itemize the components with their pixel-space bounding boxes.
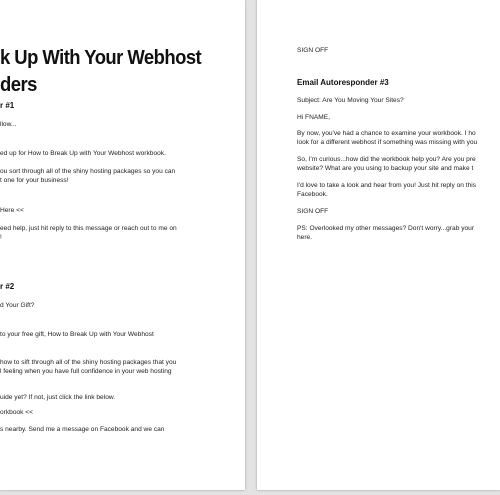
body-line: ! bbox=[0, 234, 2, 241]
subject-line: Subject: Are You Moving Your Sites? bbox=[297, 97, 404, 104]
sign-off-text: SIGN OFF bbox=[297, 47, 329, 54]
body-line: how to sift through all of the shiny hosting packages that you bbox=[0, 359, 177, 366]
section-heading-2: r #2 bbox=[0, 282, 15, 291]
greeting-line: Hi FNAME, bbox=[297, 114, 330, 121]
body-line: website? What are you using to backup your site and make t bbox=[297, 165, 474, 172]
body-line: Facebook. bbox=[297, 191, 328, 198]
body-line: llow... bbox=[0, 121, 17, 128]
body-line: to your free gift, How to Break Up with Your Webhost bbox=[0, 331, 154, 338]
body-line: s nearby. Send me a message on Facebook and we can bbox=[0, 426, 165, 433]
link-line: orkbook << bbox=[0, 409, 33, 416]
document-title-line-1: k Up With Your Webhost bbox=[0, 46, 202, 69]
body-line: eed help, just hit reply to this message or reach out to me on bbox=[0, 225, 177, 232]
sign-off-text: SIGN OFF bbox=[297, 208, 329, 215]
section-heading-3: Email Autoresponder #3 bbox=[297, 78, 389, 87]
body-line: ed up for How to Break Up with Your Webhost workbook. bbox=[0, 150, 166, 157]
body-line: here. bbox=[297, 234, 313, 241]
link-line: Here << bbox=[0, 207, 24, 214]
body-line: I'd love to take a look and hear from you! Just hit reply on this bbox=[297, 182, 477, 189]
section-heading-1: r #1 bbox=[0, 101, 15, 110]
body-line: ou sort through all of the shiny hosting packages so you can bbox=[0, 168, 176, 175]
body-line: uide yet? If not, just click the link below. bbox=[0, 394, 116, 401]
body-line: l feeling when you have full confidence in your web hosting bbox=[0, 368, 172, 375]
body-line: t one for your business! bbox=[0, 177, 69, 184]
body-line: look for a different webhost if something was missing with you bbox=[297, 139, 478, 146]
document-page-left bbox=[0, 0, 245, 490]
body-line: d Your Gift? bbox=[0, 302, 35, 309]
body-line: By now, you've had a chance to examine your workbook. I ho bbox=[297, 130, 476, 137]
document-page-right bbox=[257, 0, 500, 490]
document-title-line-2: ders bbox=[0, 73, 37, 96]
body-line: So, I'm curious...how did the workbook help you? Are you pre bbox=[297, 156, 476, 163]
body-line: PS: Overlooked my other messages? Don't worry...grab your bbox=[297, 225, 475, 232]
